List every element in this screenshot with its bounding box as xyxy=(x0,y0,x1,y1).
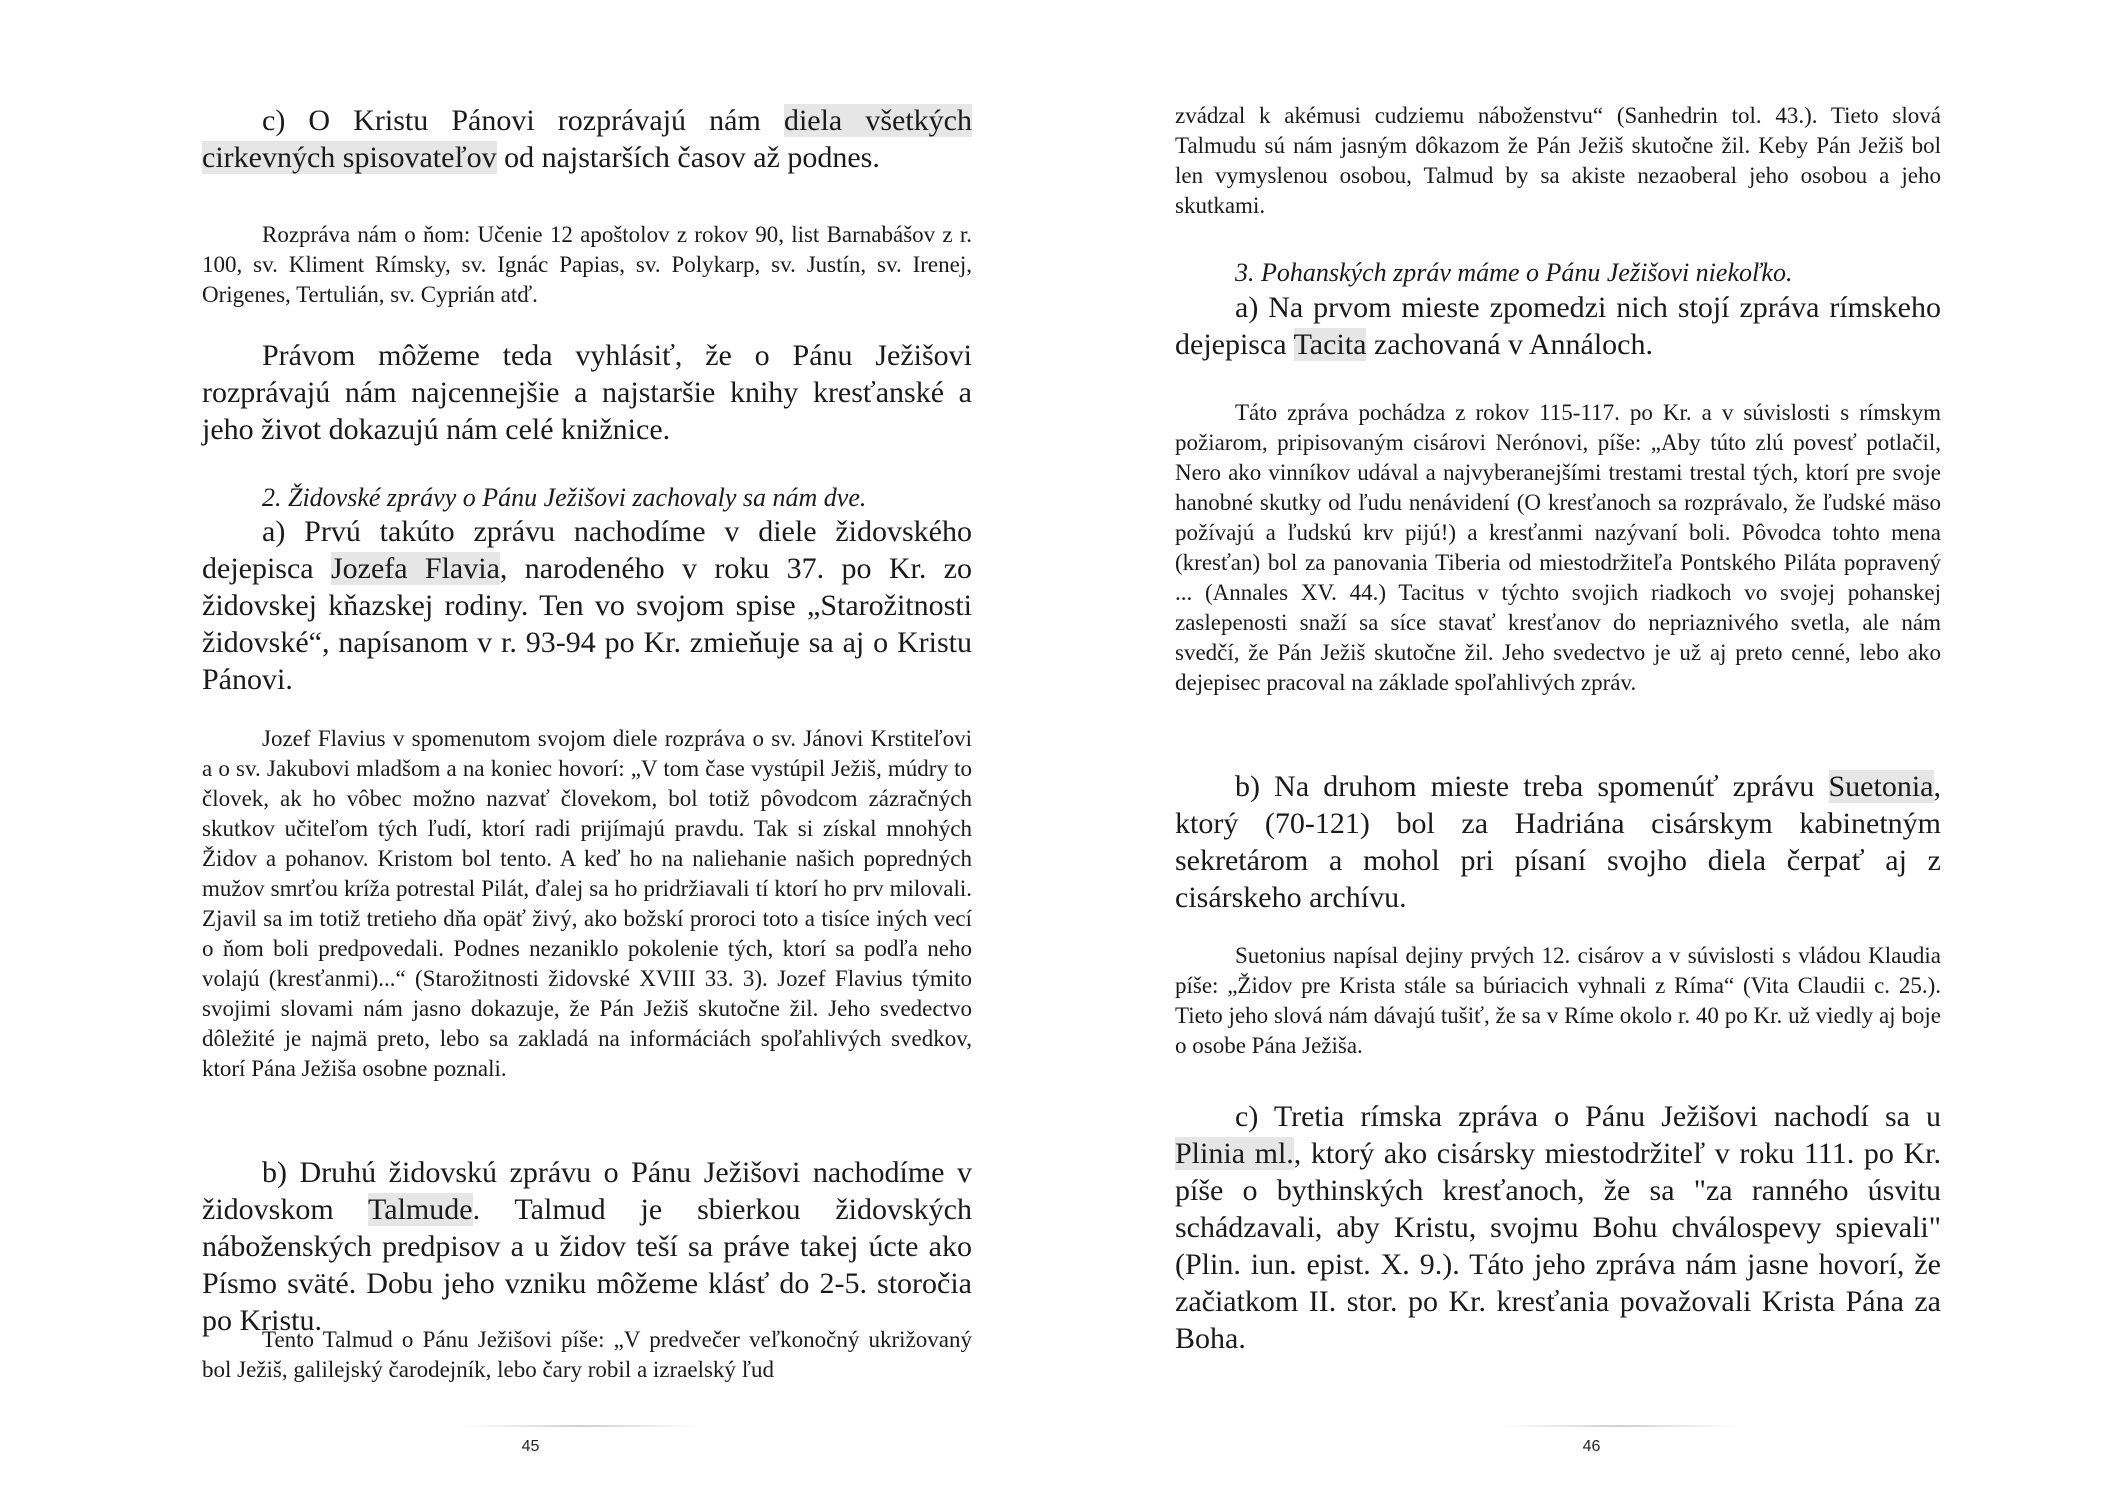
paragraph-talmud-quote: Tento Talmud o Pánu Ježišovi píše: „V predvečer veľkonočný ukrižovaný bol Ježiš, galilejský čarodejník, lebo čary robil a izraelský ľud xyxy=(202,1327,972,1382)
highlight-josephus: Jozefa Flavia xyxy=(330,552,500,585)
paragraph-josephus-intro: a) Prvú takúto zprávu nachodíme v diele židovského dejepisca Jozefa Flavia, narodeného v roku 37. po Kr. zo židovskej kňazskej rodiny. Ten vo svojom spise „Starožitnosti židovské“, napísanom v r. 93-94 po Kr. zmieňuje sa aj o Kristu Pánovi. xyxy=(202,515,972,696)
highlight-talmud: Talmude xyxy=(368,1193,473,1226)
paragraph-talmud-intro: b) Druhú židovskú zprávu o Pánu Ježišovi nachodíme v židovskom Talmude. Talmud je sbierkou židovských náboženských predpisov a u židov teší sa práve takej úcte ako Písmo sväté. Dobu jeho vzniku môžeme klásť do 2-5. storočia po Kristu. xyxy=(202,1156,972,1337)
paragraph-tacitus-quote: Táto zpráva pochádza z rokov 115-117. po Kr. a v súvislosti s rímskym požiarom, pripisovaným cisárovi Nerónovi, píše: „Aby túto zlú povesť potlačil, Nero ako vinníkov udával a najvyberanejšími trestami trestal tých, ktorí pre svoje hanobné skutky od ľudu nenávidení (O kresťanoch sa rozprávalo, že ľudské mäso požívajú a ľudskú krv pijú!) a kresťanmi nazývaní boli. Pôvodca tohto mena (kresťan) bol za panovania Tiberia od miestodržiteľa Pontského Piláta popravený ... (Annales XV. 44.) Tacitus v týchto svojich riadkoch vo svojej pohanskej zaslepenosti snaží sa síce stavať kresťanov do nepriaznivého svetla, ale nám svedčí, že Pán Ježiš skutočne žil. Jeho svedectvo je už aj preto cenné, lebo ako dejepisec pracoval na základe spoľahlivých zpráv. xyxy=(1175,400,1941,695)
highlight-church-writers: diela všetkých cirkevných spisovateľov xyxy=(202,104,972,174)
paragraph-josephus-quote: Jozef Flavius v spomenutom svojom diele rozpráva o sv. Jánovi Krstiteľovi a o sv. Jakubovi mladšom a na koniec hovorí: „V tom čase vystúpil Ježiš, múdry to človek, ak ho vôbec možno nazvať človekom, bol totiž pôvodcom zázračných skutkov učiteľom tých ľudí, ktorí radi prijímajú pravdu. Tak si získal mnohých Židov a pohanov. Kristom bol tento. A keď ho na naliehanie našich popredných mužov smrťou kríža potrestal Pilát, ďalej sa ho pridržiavali tí ktorí ho prv milovali. Zjavil sa im totiž tretieho dňa opäť živý, ako božskí proroci toto a tisíce iných vecí o ňom boli predpovedali. Podnes nezaniklo pokolenie tých, ktorí sa podľa neho volajú (kresťanmi)...“ (Starožitnosti židovské XVIII 33. 3). Jozef Flavius týmito svojimi slovami nám jasno dokazuje, že Pán Ježiš skutočne žil. Jeho svedectvo dôležité je najmä preto, lebo sa zakladá na informáciách spoľahlivých svedkov, ktorí Pána Ježiša osobne poznali. xyxy=(202,726,972,1081)
paragraph-pliny: c) Tretia rímska zpráva o Pánu Ježišovi nachodí sa u Plinia ml., ktorý ako cisársky miestodržiteľ v roku 111. po Kr. píše o bythinských kresťanoch, že sa "za ranného úsvitu schádzavali, aby Kristu, svojmu Bohu chválospevy spievali" (Plin. iun. epist. X. 9.). Táto jeho zpráva nám jasne hovorí, že začiatkom II. stor. po Kr. kresťania považovali Krista Pána za Boha. xyxy=(1175,1100,1941,1355)
highlight-pliny: Plinia ml. xyxy=(1175,1137,1294,1170)
paragraph-conclusion: Právom môžeme teda vyhlásiť, že o Pánu Ježišovi rozprávajú nám najcennejšie a najstaršie knihy kresťanské a jeho život dokazujú nám celé knižnice. xyxy=(202,339,972,446)
paragraph-suetonius-intro: b) Na druhom mieste treba spomenúť zprávu Suetonia, ktorý (70-121) bol za Hadriána cisárskym kabinetným sekretárom a mohol pri písaní svojho diela čerpať aj z cisárskeho archívu. xyxy=(1175,770,1941,914)
page-number-left: 45 xyxy=(521,1438,540,1455)
section-heading-pagan-reports: 3. Pohanských zpráv máme o Pánu Ježišovi niekoľko. xyxy=(1235,258,1793,287)
page-number-right: 46 xyxy=(1582,1438,1601,1455)
paragraph-authors-list: Rozpráva nám o ňom: Učenie 12 apoštolov z rokov 90, list Barnabášov z r. 100, sv. Kliment Rímsky, sv. Ignác Papias, sv. Polykarp, sv. Justín, sv. Irenej, Origenes, Tertulián, sv. Cyprián atď. xyxy=(202,222,972,307)
paragraph-talmud-continued: zvádzal k akémusi cudziemu náboženstvu“ (Sanhedrin tol. 43.). Tieto slová Talmudu sú nám jasným dôkazom že Pán Ježiš skutočne žil. Keby Pán Ježiš bol len vymyslenou osobou, Talmud by sa akiste nezaoberal jeho osobou a jeho skutkami. xyxy=(1175,103,1941,218)
paragraph-church-writers: c) O Kristu Pánovi rozprávajú nám diela všetkých cirkevných spisovateľov od najstarších časov až podnes. xyxy=(202,104,972,174)
section-heading-jewish-reports: 2. Židovské zprávy o Pánu Ježišovi zachovaly sa nám dve. xyxy=(262,483,867,512)
paragraph-tacitus-intro: a) Na prvom mieste zpomedzi nich stojí zpráva rímskeho dejepisca Tacita zachovaná v Annáloch. xyxy=(1175,291,1941,361)
highlight-tacitus: Tacita xyxy=(1293,328,1367,361)
page-divider-line xyxy=(462,1425,702,1427)
page-divider-line-right xyxy=(1500,1425,1740,1427)
right-page xyxy=(1061,0,2122,1500)
paragraph-suetonius-quote: Suetonius napísal dejiny prvých 12. cisárov a v súvislosti s vládou Klaudia píše: „Židov pre Krista stále sa búriacich vyhnali z Ríma“ (Vita Claudii c. 25.). Tieto jeho slová nám dávajú tušiť, že sa v Ríme okolo r. 40 po Kr. už viedly aj boje o osobe Pána Ježiša. xyxy=(1175,943,1941,1058)
highlight-suetonius: Suetonia xyxy=(1828,770,1934,803)
